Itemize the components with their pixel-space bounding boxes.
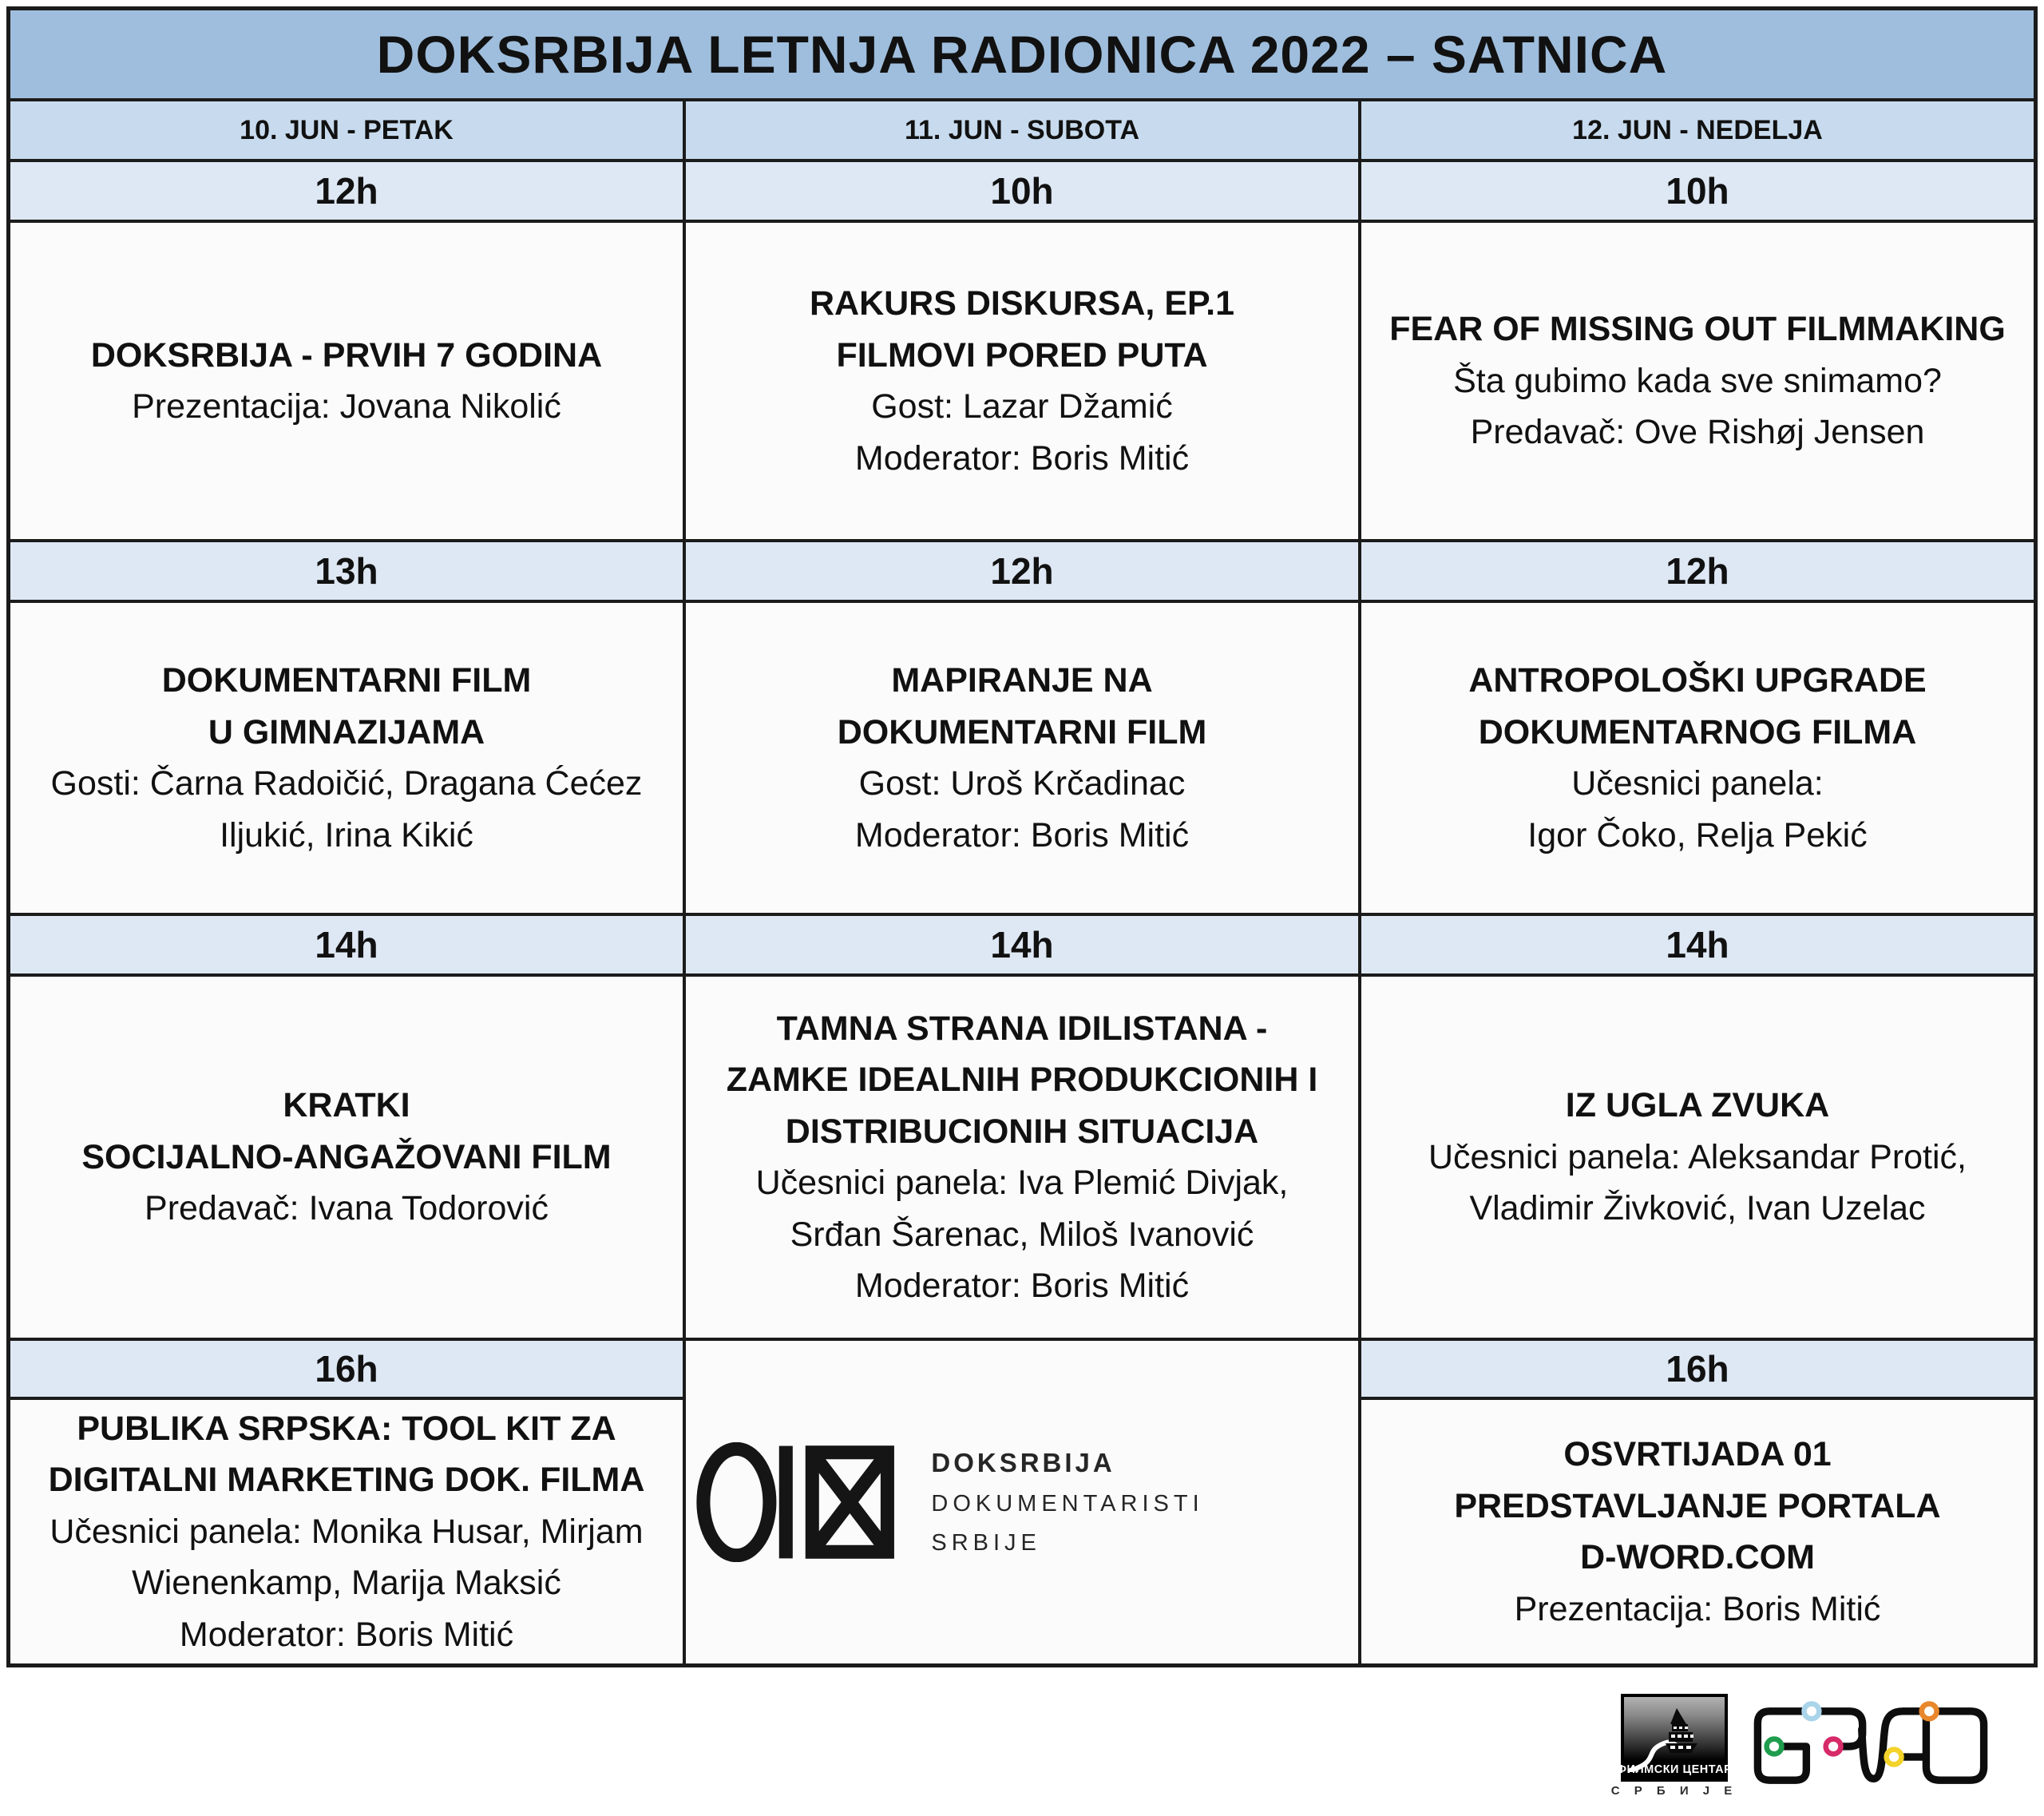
session-title: ZAMKE IDEALNIH PRODUKCIONIH I <box>726 1061 1318 1099</box>
session-title: DOKUMENTARNOG FILMA <box>1478 712 1917 751</box>
session-cell <box>686 603 1358 913</box>
session-detail: Učesnici panela: <box>1571 764 1824 803</box>
session-title: DIGITALNI MARKETING DOK. FILMA <box>48 1461 645 1500</box>
session-title: TAMNA STRANA IDILISTANA - <box>776 1009 1268 1048</box>
grad-ring-green <box>1767 1739 1782 1755</box>
doksrbija-logo <box>696 1442 1203 1562</box>
session-title: FEAR OF MISSING OUT FILMMAKING <box>1389 310 2006 349</box>
session-title: OSVRTIJADA 01 <box>1563 1435 1832 1473</box>
session-title: MAPIRANJE NA <box>891 661 1153 700</box>
time-slot: 14h <box>10 916 683 973</box>
session-cell <box>10 603 683 913</box>
session-detail: Igor Čoko, Relja Pekić <box>1527 815 1868 854</box>
session-detail: Moderator: Boris Mitić <box>854 438 1190 478</box>
session-detail: Učesnici panela: Aleksandar Protić, <box>1428 1137 1967 1176</box>
session-title: PUBLIKA SRPSKA: TOOL KIT ZA <box>77 1409 616 1448</box>
time-slot: 10h <box>1361 162 2034 220</box>
time-slot: 12h <box>10 162 683 220</box>
day-header-friday: 10. JUN - PETAK <box>10 101 683 159</box>
filmski-centar-label: ФИЛМСКИ ЦЕНТАР <box>1616 1763 1733 1776</box>
grad-ring-orange <box>1922 1703 1937 1719</box>
session-detail: Srđan Šarenac, Miloš Ivanović <box>790 1215 1254 1254</box>
grad-ring-blue <box>1804 1703 1820 1719</box>
session-detail: Gost: Uroš Krčadinac <box>858 764 1186 803</box>
session-detail: Moderator: Boris Mitić <box>854 815 1190 854</box>
session-detail: Prezentacija: Jovana Nikolić <box>132 387 561 426</box>
session-title: DISTRIBUCIONIH SITUACIJA <box>785 1112 1259 1151</box>
time-slot: 14h <box>1361 916 2034 973</box>
time-slot: 16h <box>10 1341 683 1397</box>
session-detail: Učesnici panela: Monika Husar, Mirjam <box>50 1512 644 1551</box>
ship-road-icon <box>1624 1697 1718 1772</box>
session-cell <box>1361 223 2034 539</box>
doksrbija-logo-icon <box>696 1442 897 1562</box>
session-detail: Učesnici panela: Iva Plemić Divjak, <box>755 1164 1289 1202</box>
filmski-centar-srbije-logo <box>1610 1694 1738 1798</box>
time-slot: 12h <box>686 542 1358 600</box>
session-title: PREDSTAVLJANJE PORTALA <box>1454 1486 1941 1525</box>
footer-logos <box>0 1675 2044 1816</box>
session-title: D-WORD.COM <box>1580 1538 1815 1576</box>
session-detail: Moderator: Boris Mitić <box>854 1267 1190 1305</box>
doksrbija-logo-line: DOKSRBIJA <box>931 1448 1115 1477</box>
page-title: DOKSRBIJA LETNJA RADIONICA 2022 – SATNICA <box>10 10 2034 98</box>
session-detail: Predavač: Ove Rishøj Jensen <box>1470 413 1925 452</box>
session-title: RAKURS DISKURSA, EP.1 <box>809 284 1235 323</box>
session-detail: Gosti: Čarna Radoičić, Dragana Ćećez <box>50 764 643 803</box>
doksrbija-logo-line: SRBIJE <box>931 1530 1041 1556</box>
session-cell <box>1361 1400 2034 1663</box>
grad-ring-pink <box>1826 1739 1841 1755</box>
filmski-centar-logo-icon <box>1616 1694 1733 1782</box>
session-title: SOCIJALNO-ANGAŽOVANI FILM <box>81 1137 612 1176</box>
srbije-label: С Р Б И Ј Е <box>1610 1784 1738 1798</box>
session-cell <box>1361 603 2034 913</box>
session-cell <box>686 223 1358 539</box>
time-slot: 10h <box>686 162 1358 220</box>
session-detail: Vladimir Živković, Ivan Uzelac <box>1469 1189 1926 1228</box>
session-title: U GIMNAZIJAMA <box>208 712 485 751</box>
session-title: FILMOVI PORED PUTA <box>836 335 1208 375</box>
time-slot: 14h <box>686 916 1358 973</box>
session-detail: Predavač: Ivana Todorović <box>145 1189 549 1228</box>
time-slot: 12h <box>1361 542 2034 600</box>
session-title: KRATKI <box>283 1086 410 1125</box>
time-slot: 16h <box>1361 1341 2034 1397</box>
session-title: DOKUMENTARNI FILM <box>161 661 532 700</box>
session-detail: Šta gubimo kada sve snimamo? <box>1453 361 1942 400</box>
doksrbija-logo-cell <box>686 1341 1358 1663</box>
session-detail: Iljukić, Irina Kikić <box>220 815 473 854</box>
session-cell <box>686 977 1358 1338</box>
schedule-table <box>6 6 2038 1667</box>
doksrbija-logo-text <box>931 1448 1203 1556</box>
time-slot: 13h <box>10 542 683 600</box>
session-title: DOKSRBIJA - PRVIH 7 GODINA <box>90 335 603 375</box>
day-header-sunday: 12. JUN - NEDELJA <box>1361 101 2034 159</box>
session-cell <box>1361 977 2034 1338</box>
grad-ring-yellow <box>1887 1750 1902 1765</box>
session-cell <box>10 977 683 1338</box>
session-detail: Wienenkamp, Marija Maksić <box>132 1564 561 1603</box>
day-header-saturday: 11. JUN - SUBOTA <box>686 101 1358 159</box>
session-detail: Prezentacija: Boris Mitić <box>1514 1589 1881 1628</box>
session-cell <box>10 1400 683 1663</box>
session-detail: Gost: Lazar Džamić <box>871 387 1173 426</box>
session-title: ANTROPOLOŠKI UPGRADE <box>1468 661 1927 700</box>
session-detail: Moderator: Boris Mitić <box>179 1615 514 1654</box>
session-title: DOKUMENTARNI FILM <box>837 712 1207 751</box>
grad-logo-icon <box>1750 1699 1991 1792</box>
session-title: IZ UGLA ZVUKA <box>1565 1086 1830 1125</box>
doksrbija-logo-line: DOKUMENTARISTI <box>931 1491 1204 1517</box>
session-cell <box>10 223 683 539</box>
